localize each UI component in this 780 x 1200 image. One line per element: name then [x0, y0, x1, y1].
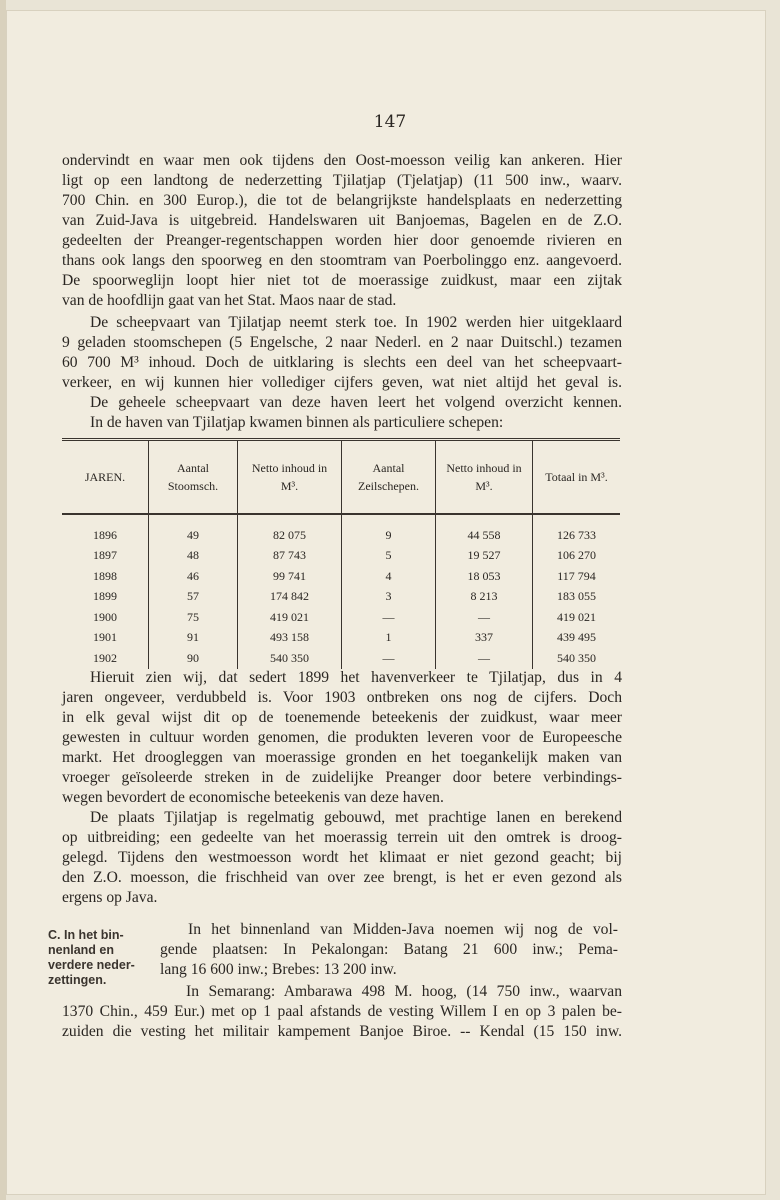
- text-line: wegen bevordert de economische beteekenis van deze haven.: [62, 789, 444, 806]
- text-line: De plaats Tjilatjap is regelmatig gebouwd, met prachtige lanen en berekend: [90, 809, 622, 826]
- text-line: op uitbreiding; een gedeelte van het moerassig terrein uit den omtrek is droog-: [62, 829, 622, 846]
- text-line: ondervindt en waar men ook tijdens den Oost-moesson veilig kan ankeren. Hier: [62, 152, 622, 169]
- sidenote-line: nenland en: [48, 943, 114, 957]
- cell-steamships: 90: [149, 648, 238, 669]
- text-line: lang 16 600 inw.; Brebes: 13 200 inw.: [160, 961, 397, 978]
- cell-steamships: 57: [149, 587, 238, 608]
- cell-total: 183 055: [557, 589, 596, 604]
- text-line: van de hoofdlijn gaat van het Stat. Maos naar de stad.: [62, 292, 397, 309]
- header-steamships: Aantal Stoomsch.: [149, 440, 238, 515]
- paragraph-inland-places: [160, 920, 618, 980]
- text-line: gedeelten der Preanger-regentschappen worden hier door genoemde rivieren en: [62, 232, 622, 249]
- cell-sail-volume: —: [436, 648, 533, 669]
- sidenote-line: zettingen.: [48, 973, 107, 987]
- table-row: [62, 514, 620, 546]
- table-row: [62, 607, 620, 628]
- table-header-row: [62, 440, 620, 515]
- text-line: 700 Chin. en 300 Europ.), die tot de belangrijkste handelsplaats en nederzetting: [62, 192, 622, 209]
- header-sailships: Aantal Zeilschepen.: [342, 440, 436, 515]
- paragraph-shipping: [62, 313, 622, 433]
- cell-sailships: 4: [342, 566, 436, 587]
- cell-year: 1896: [62, 514, 149, 546]
- cell-year: 1901: [62, 628, 149, 649]
- text-line: 60 700 M³ inhoud. Doch de uitklaring is slechts een deel van het scheepvaart-: [62, 354, 622, 371]
- paragraph-traffic-growth: [62, 668, 622, 808]
- cell-total: 419 021: [557, 609, 596, 624]
- cell-sailships: —: [342, 648, 436, 669]
- cell-sail-volume: 18 053: [436, 566, 533, 587]
- text-line: In Semarang: Ambarawa 498 M. hoog, (14 750 inw., waarvan: [186, 983, 622, 1000]
- cell-steam-volume: 82 075: [238, 514, 342, 546]
- cell-sailships: 5: [342, 546, 436, 567]
- table-row: [62, 546, 620, 567]
- cell-sail-volume: —: [436, 607, 533, 628]
- text-line: Hieruit zien wij, dat sedert 1899 het havenverkeer te Tjilatjap, dus in 4: [90, 669, 622, 686]
- cell-year: 1900: [62, 607, 149, 628]
- margin-sidenote: [48, 928, 158, 988]
- text-line: In de haven van Tjilatjap kwamen binnen als particuliere schepen:: [90, 414, 504, 431]
- table-row: [62, 566, 620, 587]
- cell-sail-volume: 19 527: [436, 546, 533, 567]
- table-row: [62, 587, 620, 608]
- cell-total: 117 794: [557, 568, 596, 583]
- text-line: in elk geval wijst dit op de toenemende beteekenis der zuidkust, waar meer: [62, 709, 622, 726]
- cell-steam-volume: 87 743: [238, 546, 342, 567]
- cell-year: 1898: [62, 566, 149, 587]
- text-line: gelegd. Tijdens den westmoesson wordt het klimaat er niet gezond geacht; bij: [62, 849, 622, 866]
- cell-steamships: 91: [149, 628, 238, 649]
- text-line: De geheele scheepvaart van deze haven leert het volgend overzicht kennen.: [90, 394, 622, 411]
- cell-steam-volume: 174 842: [238, 587, 342, 608]
- sidenote-line: verdere neder-: [48, 958, 135, 972]
- header-total: Totaal in M³.: [533, 440, 621, 515]
- text-line: verkeer, en wij kunnen hier vollediger cijfers geven, wat niet altijd het geval is.: [62, 374, 622, 391]
- text-line: gende plaatsen: In Pekalongan: Batang 21 600 inw.; Pema-: [160, 941, 618, 958]
- cell-year: 1899: [62, 587, 149, 608]
- text-line: gewesten in cultuur worden genomen, die produkten leveren voor de Europeesche: [62, 729, 622, 746]
- cell-steam-volume: 99 741: [238, 566, 342, 587]
- paragraph-harbour-description: [62, 151, 622, 311]
- text-line: 1370 Chin., 459 Eur.) met op 1 paal afstands de vesting Willem I en op 3 palen be-: [62, 1003, 622, 1020]
- cell-steam-volume: 419 021: [238, 607, 342, 628]
- shipping-table: [62, 438, 620, 669]
- cell-steamships: 49: [149, 514, 238, 546]
- cell-total: 106 270: [557, 548, 596, 563]
- header-years: JAREN.: [62, 440, 149, 515]
- text-line: De scheepvaart van Tjilatjap neemt sterk toe. In 1902 werden hier uitgeklaard: [90, 314, 622, 331]
- cell-sail-volume: 44 558: [436, 514, 533, 546]
- cell-sailships: 9: [342, 514, 436, 546]
- text-line: De spoorweglijn loopt hier niet tot de moerassige zuidkust, maar een zijtak: [62, 272, 622, 289]
- header-steam-volume: Netto inhoud in M³.: [238, 440, 342, 515]
- sidenote-line: C. In het bin-: [48, 928, 124, 942]
- table-row: [62, 648, 620, 669]
- cell-total: 540 350: [557, 650, 596, 665]
- cell-steamships: 48: [149, 546, 238, 567]
- cell-sailships: 1: [342, 628, 436, 649]
- header-sail-volume: Netto inhoud in M³.: [436, 440, 533, 515]
- cell-sail-volume: 337: [436, 628, 533, 649]
- cell-sailships: —: [342, 607, 436, 628]
- cell-total: 126 733: [557, 527, 596, 542]
- text-line: markt. Het droogleggen van moerassige gronden en het toegankelijk maken van: [62, 749, 622, 766]
- cell-steamships: 46: [149, 566, 238, 587]
- paragraph-semarang: [62, 982, 622, 1042]
- text-line: In het binnenland van Midden-Java noemen wij nog de vol-: [188, 921, 618, 938]
- text-line: 9 geladen stoomschepen (5 Engelsche, 2 naar Nederl. en 2 naar Duitschl.) tezamen: [62, 334, 622, 351]
- text-line: jaren ongeveer, verdubbeld is. Voor 1903 ontbreken ons nog de cijfers. Doch: [62, 689, 622, 706]
- text-line: ergens op Java.: [62, 889, 158, 906]
- text-line: thans ook langs den spoorweg en den stoomtram van Poerbolinggo enz. aangevoerd.: [62, 252, 622, 269]
- cell-total: 439 495: [557, 630, 596, 645]
- text-line: den Z.O. moesson, die frischheid van over zee brengt, is het er even gezond als: [62, 869, 622, 886]
- cell-year: 1902: [62, 648, 149, 669]
- text-line: van Zuid-Java is uitgebreid. Handelswaren uit Banjoemas, Bagelen en de Z.O.: [62, 212, 622, 229]
- paragraph-town-description: [62, 808, 622, 908]
- text-line: ligt op een landtong de nederzetting Tjilatjap (Tjelatjap) (11 500 inw., waarv.: [62, 172, 622, 189]
- text-line: zuiden die vesting het militair kampement Banjoe Biroe. -- Kendal (15 150 inw.: [62, 1023, 622, 1040]
- cell-year: 1897: [62, 546, 149, 567]
- cell-steam-volume: 540 350: [238, 648, 342, 669]
- cell-sail-volume: 8 213: [436, 587, 533, 608]
- cell-sailships: 3: [342, 587, 436, 608]
- table-row: [62, 628, 620, 649]
- cell-steam-volume: 493 158: [238, 628, 342, 649]
- cell-steamships: 75: [149, 607, 238, 628]
- page-number: 147: [373, 112, 407, 132]
- text-line: vroeger geïsoleerde streken in de zuidelijke Preanger door betere verbindings-: [62, 769, 622, 786]
